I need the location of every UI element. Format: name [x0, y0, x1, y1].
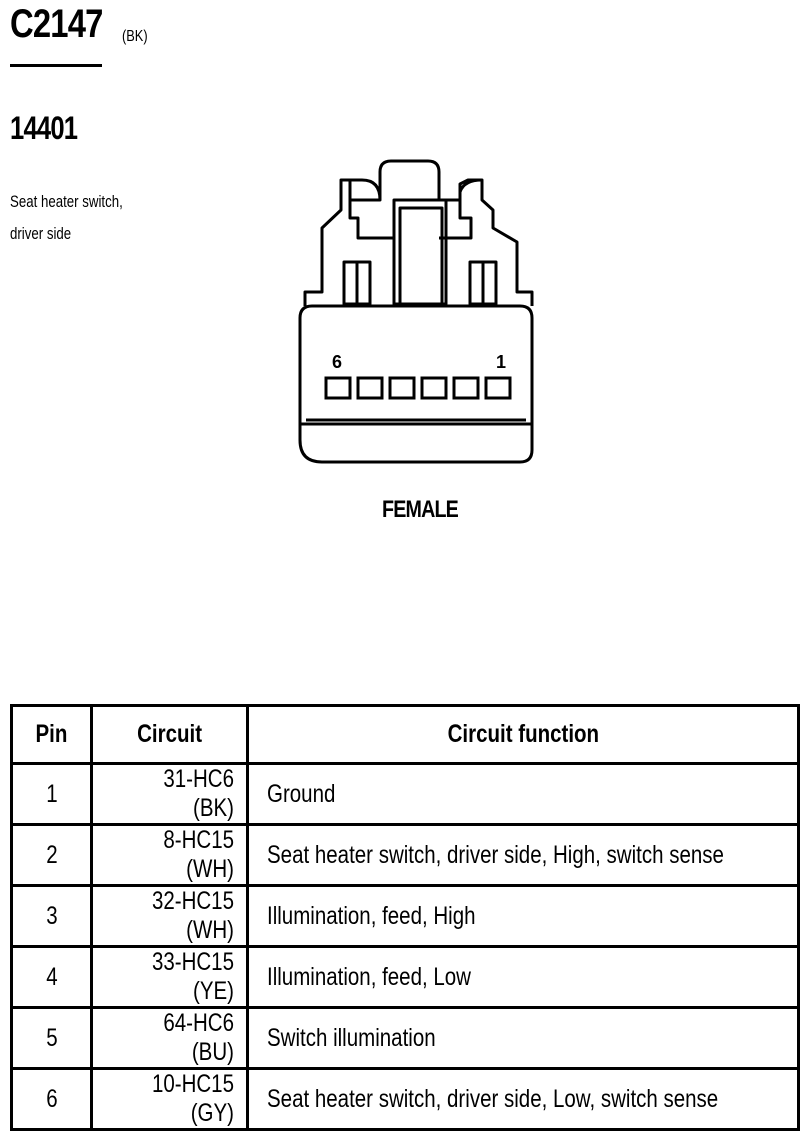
pin-cavity	[390, 378, 414, 398]
circuit-function: Ground	[248, 764, 799, 825]
header-circuit-function: Circuit function	[248, 706, 799, 764]
release-tab-outer	[394, 200, 446, 304]
pin-number: 3	[12, 886, 92, 947]
latch-inner-left	[350, 200, 380, 238]
pin-label-left: 6	[332, 352, 343, 372]
table-row	[12, 825, 799, 886]
connector-color-code: (BK)	[122, 28, 148, 45]
pin-cavity	[326, 378, 350, 398]
pin-table	[10, 704, 800, 1131]
circuit-function: Illumination, feed, High	[248, 886, 799, 947]
latch-inner-right	[439, 200, 471, 238]
circuit-code: 33-HC15 (YE)	[92, 947, 248, 1008]
connector-face-drawing	[296, 156, 546, 476]
pin-number: 5	[12, 1008, 92, 1069]
connector-face	[300, 306, 532, 462]
latch-arm-left	[341, 180, 380, 200]
circuit-code: 10-HC15 (GY)	[92, 1069, 248, 1130]
table-row	[12, 886, 799, 947]
description-line-1: Seat heater switch,	[10, 192, 123, 211]
connector-view-label: FEMALE	[381, 496, 458, 523]
circuit-code: 64-HC6 (BU)	[92, 1008, 248, 1069]
connector-description	[10, 186, 123, 250]
pin-cavity	[486, 378, 510, 398]
description-line-2: driver side	[10, 224, 72, 243]
pin-label-right: 1	[496, 352, 507, 372]
pin-number: 2	[12, 825, 92, 886]
pin-cavity	[422, 378, 446, 398]
circuit-function: Illumination, feed, Low	[248, 947, 799, 1008]
header-circuit: Circuit	[92, 706, 248, 764]
pin-cavity	[454, 378, 478, 398]
pin-table-header	[12, 706, 799, 764]
circuit-code: 8-HC15 (WH)	[92, 825, 248, 886]
connector-id: C2147	[10, 2, 103, 46]
header-pin: Pin	[12, 706, 92, 764]
circuit-function: Seat heater switch, driver side, High, switch sense	[248, 825, 799, 886]
table-row	[12, 764, 799, 825]
release-tab-inner	[400, 208, 442, 304]
table-row	[12, 1008, 799, 1069]
circuit-code: 31-HC6 (BK)	[92, 764, 248, 825]
table-row	[12, 947, 799, 1008]
table-row	[12, 1069, 799, 1130]
pin-number: 1	[12, 764, 92, 825]
circuit-code: 32-HC15 (WH)	[92, 886, 248, 947]
pin-number: 4	[12, 947, 92, 1008]
connector-latch	[305, 161, 532, 306]
circuit-function: Seat heater switch, driver side, Low, switch sense	[248, 1069, 799, 1130]
pin-cavity	[358, 378, 382, 398]
pin-number: 6	[12, 1069, 92, 1130]
title-underline	[10, 64, 102, 67]
part-number: 14401	[10, 110, 78, 146]
circuit-function: Switch illumination	[248, 1008, 799, 1069]
